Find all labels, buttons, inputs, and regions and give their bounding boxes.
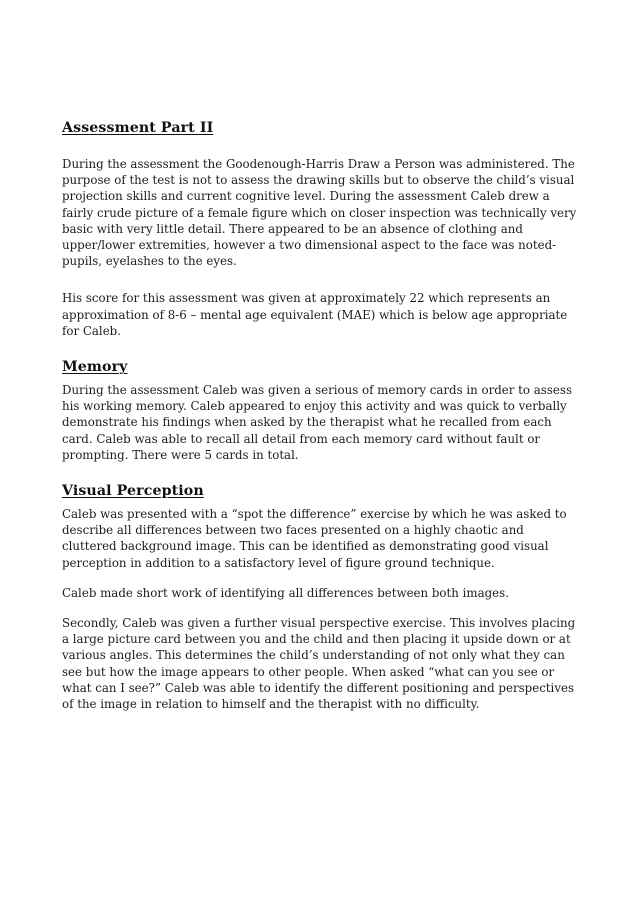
paragraph-spot-the-difference: Caleb was presented with a “spot the difference” exercise by which he was asked to describe all differences between two faces presented on a highly chaotic and cluttered background image. This can be identified as demonstrating good visual perception in addition to a satisfactory level of figure ground technique. [62,507,567,570]
paragraph-short-work: Caleb made short work of identifying all differences between both images. [62,585,509,600]
paragraph-draw-a-person: During the assessment the Goodenough-Harris Draw a Person was administered. The purpose of the test is not to assess the drawing skills but to observe the child’s visual projection skills and current cognitive level. During the assessment Caleb drew a fairly crude picture of a female figure which on closer inspection was technically very basic with very little detail. There appeared to be an absence of clothing and upper/lower extremities, however a two dimensional aspect to the face was noted-pupils, eyelashes to the eyes. [62,157,577,269]
section-heading-visual-perception: Visual Perception [62,483,204,500]
paragraph-visual-perspective: Secondly, Caleb was given a further visual perspective exercise. This involves placing a large picture card between you and the child and then placing it upside down or at various angles. This determines the child’s understanding of not only what they can see but how the image appears to other people. When asked “what can you see or what can I see?” Caleb was able to identify the different positioning and perspectives of the image in relation to himself and the therapist with no difficulty. [62,616,576,712]
paragraph-assessment-score: His score for this assessment was given at approximately 22 which represents an approximation of 8-6 – mental age equivalent (MAE) which is below age appropriate for Caleb. [62,291,568,338]
section-heading-assessment-part-ii: Assessment Part II [62,120,214,136]
paragraph-memory-cards: During the assessment Caleb was given a serious of memory cards in order to assess his working memory. Caleb appeared to enjoy this activity and was quick to verbally demonstrate his findings when asked by the therapist what he recalled from each card. Caleb was able to recall all detail from each memory card without fault or prompting. There were 5 cards in total. [62,383,572,462]
document-page [62,118,578,712]
section-heading-memory: Memory [62,359,128,376]
